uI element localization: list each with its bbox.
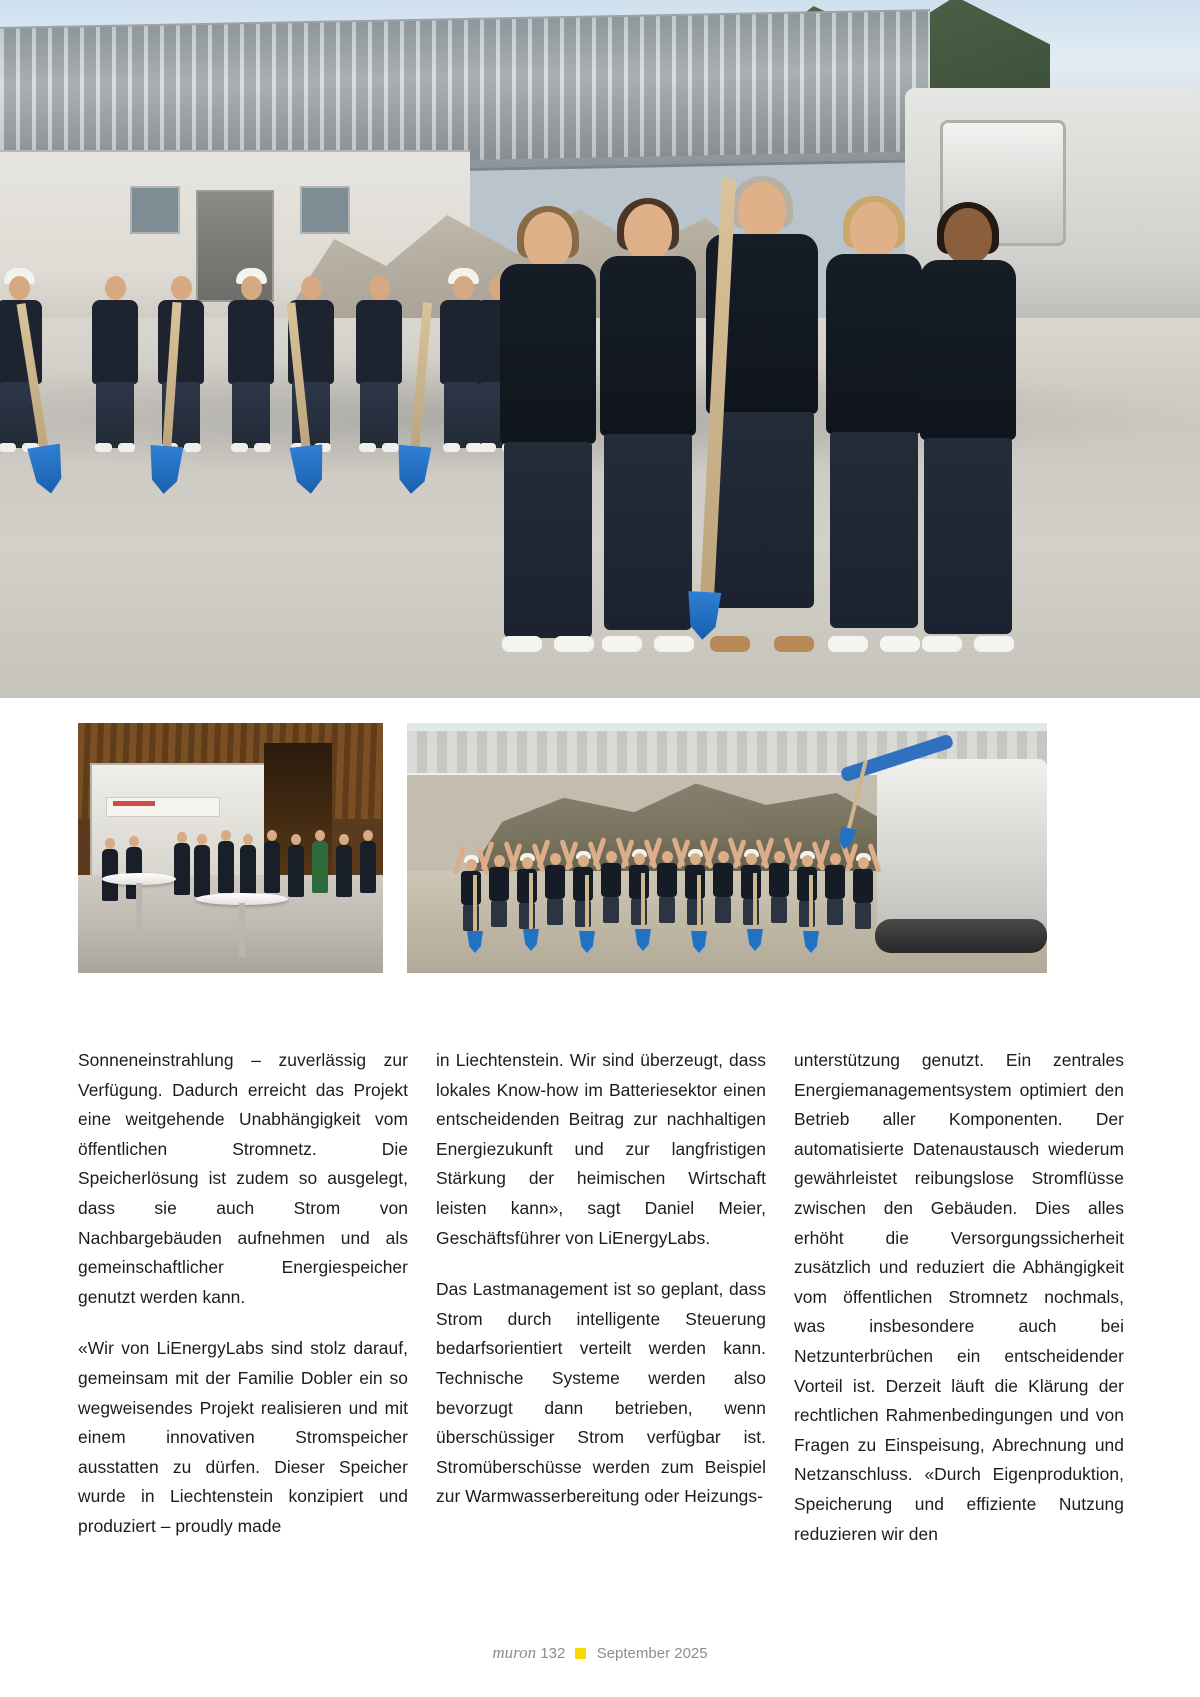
guest-figure xyxy=(174,843,190,895)
guest-figure xyxy=(194,845,210,897)
celebrating-person xyxy=(853,853,873,927)
hero-window xyxy=(300,186,350,234)
celebrating-person xyxy=(797,851,817,925)
paragraph: in Liechtenstein. Wir sind überzeugt, dass lokales Know-how im Batteriesektor einen entscheidenden Beitrag zur nachhaltigen Energiezukunft und zur langfristigen Stärkung der heimischen Wirtschaft leisten kann», sagt Daniel Meier, Geschäftsführer von LiEnergyLabs. xyxy=(436,1050,766,1248)
page-footer xyxy=(0,1643,1200,1663)
excavator xyxy=(877,759,1047,939)
guest-figure xyxy=(360,841,376,893)
hero-window xyxy=(130,186,180,234)
guest-figure xyxy=(264,841,280,893)
guest-figure xyxy=(218,841,234,893)
yellow-square-separator-icon xyxy=(575,1648,586,1659)
celebrating-person xyxy=(741,849,761,923)
celebrating-person xyxy=(573,851,593,925)
celebrating-person xyxy=(545,849,565,923)
ceremonial-spade xyxy=(529,873,533,933)
celebrating-person xyxy=(657,847,677,921)
guest-figure xyxy=(240,845,256,897)
paragraph: Sonneneinstrahlung – zuverlässig zur Verfügung. Dadurch erreicht das Projekt eine weitgehende Unabhängigkeit vom öffentlichen Stromnetz. Die Speicherlösung ist zudem so ausgelegt, dass sie auch Strom von Nachbargebäuden aufnehmen und als gemeinschaftlicher Energiespeicher genutzt werden kann. xyxy=(78,1050,408,1307)
background-person xyxy=(228,268,274,448)
celebrating-person xyxy=(685,849,705,923)
text-column-1 xyxy=(78,1046,408,1549)
secondary-image-row xyxy=(0,723,1200,973)
celebrating-person xyxy=(601,847,621,921)
text-column-3 xyxy=(794,1046,1124,1549)
indoor-reception-photo xyxy=(78,723,383,973)
magazine-brand: muron xyxy=(492,1643,537,1662)
ceremonial-spade xyxy=(473,875,477,935)
guest-figure xyxy=(288,845,304,897)
celebrating-person xyxy=(629,849,649,923)
standing-table xyxy=(196,893,288,905)
text-column-2 xyxy=(436,1046,766,1549)
celebrating-person xyxy=(489,851,509,925)
celebrating-person xyxy=(461,855,481,929)
ceremonial-spade xyxy=(697,875,701,935)
guest-figure xyxy=(312,841,328,893)
paragraph: unterstützung genutzt. Ein zentrales Energiemanagementsystem optimiert den Betrieb aller Komponenten. Der automatisierte Datenaustausch wiederum gewährleistet reibungslose Stromflüsse zwischen den Gebäuden. Dies alles erhöht die Versorgungssicherheit zusätzlich und reduziert die Abhängigkeit vom öffentlichen Stromnetz nochmals, was insbesondere auch bei Netzunterbrüchen ein entscheidender Vorteil ist. Derzeit läuft die Klärung der rechtlichen Rahmenbedingungen und von Fragen zu Einspeisung, Abrechnung und Netzanschluss. «Durch Eigenproduktion, Speicherung und effiziente Nutzung reduzieren wir den xyxy=(794,1050,1124,1544)
celebrating-person xyxy=(713,847,733,921)
paragraph: Das Lastmanagement ist so geplant, dass Strom durch intelligente Steuerung bedarfsorientiert verteilt werden kann. Technische Systeme werden also bevorzugt dann betrieben, wenn überschüssiger Strom verfügbar ist. Stromüberschüsse werden zum Beispiel zur Warmwasserbereitung oder Heizungs- xyxy=(436,1279,766,1507)
construction-site-group-photo xyxy=(407,723,1047,973)
background-person xyxy=(92,268,138,448)
ceremonial-spade xyxy=(809,875,813,935)
hero-image xyxy=(0,0,1200,698)
foreground-person xyxy=(600,198,696,646)
issue-date: September 2025 xyxy=(596,1645,708,1662)
paragraph: «Wir von LiEnergyLabs sind stolz darauf, gemeinsam mit der Familie Dobler ein so wegweisendes Projekt realisieren und mit einem innovativen Stromspeicher ausstatten zu dürfen. Dieser Speicher wurde in Liechtenstein konzipiert und produziert – proudly made xyxy=(78,1338,408,1536)
wall-banner xyxy=(106,797,220,817)
issue-number: 132 xyxy=(540,1645,566,1662)
ceremonial-spade xyxy=(641,873,645,933)
ceremonial-spade xyxy=(585,875,589,935)
article-body xyxy=(78,1046,1124,1549)
foreground-person xyxy=(920,202,1016,646)
guest-figure xyxy=(336,845,352,897)
ceremonial-spade xyxy=(753,873,757,933)
standing-table xyxy=(102,873,176,885)
foreground-person xyxy=(500,206,596,646)
background-person xyxy=(356,268,402,448)
hero-roof-ribbing xyxy=(0,11,930,169)
excavator-track xyxy=(875,919,1047,953)
celebrating-person xyxy=(825,849,845,923)
celebrating-person xyxy=(769,847,789,921)
foreground-person xyxy=(826,196,922,646)
celebrating-person xyxy=(517,853,537,927)
